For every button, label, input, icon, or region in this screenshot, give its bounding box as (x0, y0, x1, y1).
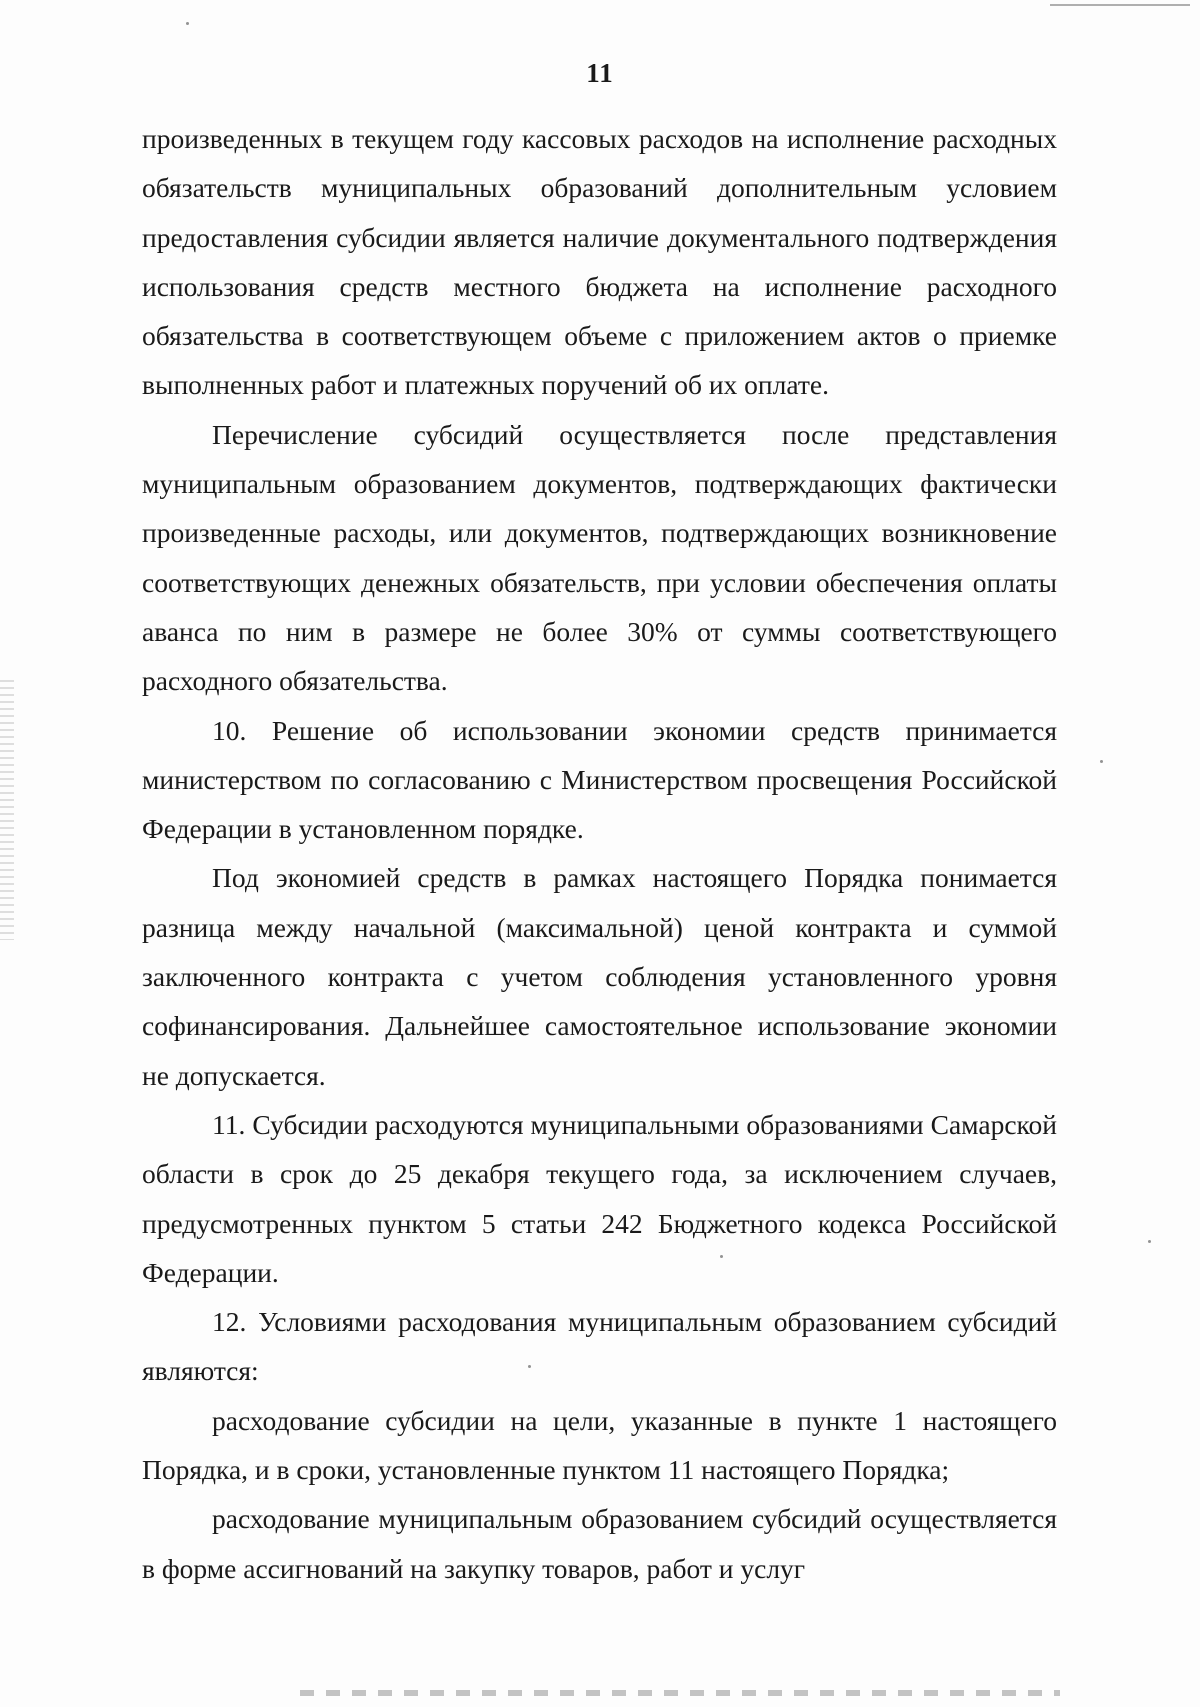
scan-speck (186, 22, 189, 25)
paragraph-continuation: произведенных в текущем году кассовых расходов на исполнение расходных обязательств муниципальных образований дополнительным условием предоставления субсидии является наличие документального подтверждения использования средств местного бюджета на исполнение расходного обязательства в соответствующем объеме с приложением актов о приемке выполненных работ и платежных поручений об их оплате. (142, 123, 1057, 401)
paragraph-condition-purpose: расходование субсидии на цели, указанные в пункте 1 настоящего Порядка, и в сроки, установленные пунктом 11 настоящего Порядка; (142, 1404, 1057, 1486)
scan-speck (1100, 760, 1103, 763)
document-body (142, 114, 1057, 1593)
scan-speck (1148, 1240, 1151, 1243)
page-number: 11 (586, 58, 614, 88)
paragraph-item-12: 12. Условиями расходования муниципальным образованием субсидий являются: (142, 1306, 1057, 1387)
scan-artifact-bottom (300, 1690, 1060, 1696)
paragraph-savings-definition: Под экономией средств в рамках настоящего Порядка понимается разница между начальной (максимальной) ценой контракта и суммой заключенного контракта с учетом соблюдения установленного уровня софинансирования. Дальнейшее самостоятельное использование экономии не допускается. (142, 862, 1057, 1091)
paragraph-item-10: 10. Решение об использовании экономии средств принимается министерством по согласованию с Министерством просвещения Российской Федерации в установленном порядке. (142, 714, 1057, 845)
paragraph-subsidy-transfer: Перечисление субсидий осуществляется после представления муниципальным образованием документов, подтверждающих фактически произведенные расходы, или документов, подтверждающих возникновение соответствующих денежных обязательств, при условии обеспечения оплаты аванса по ним в размере не более 30% от суммы соответствующего расходного обязательства. (142, 418, 1057, 697)
scan-artifact-left (0, 680, 14, 940)
paragraph-item-11: 11. Субсидии расходуются муниципальными образованиями Самарской области в срок до 25 декабря текущего года, за исключением случаев, предусмотренных пунктом 5 статьи 242 Бюджетного кодекса Российской Федерации. (142, 1108, 1057, 1288)
scan-artifact-top (1050, 4, 1190, 6)
paragraph-condition-form: расходование муниципальным образованием субсидий осуществляется в форме ассигнований на закупку товаров, работ и услуг (142, 1503, 1057, 1584)
